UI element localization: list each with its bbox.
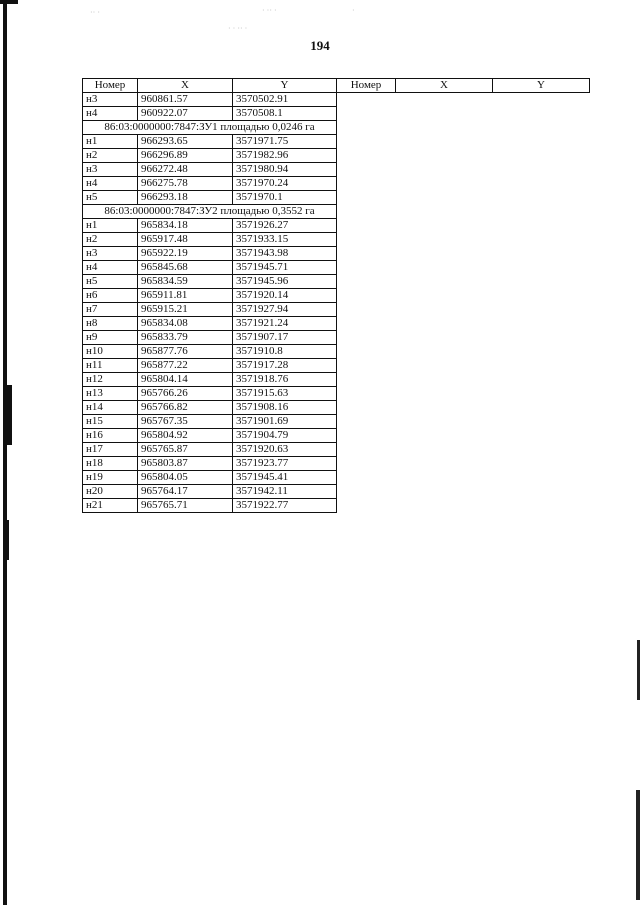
header-number: Номер [83,79,138,93]
table-row [83,289,590,303]
empty-cell [337,163,590,177]
empty-cell [337,149,590,163]
point-number: н19 [83,471,138,485]
point-x: 965845.68 [138,261,233,275]
point-y: 3571918.76 [233,373,337,387]
header-y-2: Y [493,79,590,93]
point-x: 965766.82 [138,401,233,415]
point-y: 3571920.14 [233,289,337,303]
point-number: н2 [83,149,138,163]
point-x: 965765.87 [138,443,233,457]
point-y: 3571923.77 [233,457,337,471]
point-y: 3571970.24 [233,177,337,191]
point-x: 965765.71 [138,499,233,513]
table-row [83,93,590,107]
table-row [83,401,590,415]
table-row [83,163,590,177]
table-header-row [83,79,590,93]
point-number: н10 [83,345,138,359]
point-x: 965915.21 [138,303,233,317]
table-row [83,331,590,345]
empty-cell [337,177,590,191]
table-row [83,387,590,401]
scan-edge-left [0,0,18,905]
point-x: 965922.19 [138,247,233,261]
section-title-row [83,121,590,135]
table-row [83,233,590,247]
point-x: 965834.18 [138,219,233,233]
empty-cell [337,485,590,499]
point-x: 965804.14 [138,373,233,387]
point-number: н5 [83,191,138,205]
point-number: н15 [83,415,138,429]
point-y: 3571982.96 [233,149,337,163]
point-number: н2 [83,233,138,247]
empty-cell [337,457,590,471]
empty-cell [337,373,590,387]
point-x: 965911.81 [138,289,233,303]
point-number: н4 [83,261,138,275]
table-row [83,177,590,191]
point-x: 965764.17 [138,485,233,499]
point-y: 3571922.77 [233,499,337,513]
point-number: н8 [83,317,138,331]
empty-cell [337,289,590,303]
point-x: 966293.18 [138,191,233,205]
point-y: 3571945.71 [233,261,337,275]
page-number: 194 [310,38,330,53]
point-number: н3 [83,247,138,261]
point-x: 966293.65 [138,135,233,149]
point-y: 3571933.15 [233,233,337,247]
table-row [83,443,590,457]
point-y: 3571910.8 [233,345,337,359]
point-x: 965834.59 [138,275,233,289]
point-x: 965804.92 [138,429,233,443]
point-y: 3571943.98 [233,247,337,261]
point-number: н3 [83,93,138,107]
point-number: н7 [83,303,138,317]
point-number: н4 [83,177,138,191]
table-row [83,275,590,289]
header-x: X [138,79,233,93]
table-row [83,415,590,429]
empty-cell [337,191,590,205]
point-x: 965877.22 [138,359,233,373]
point-x: 965834.08 [138,317,233,331]
point-number: н5 [83,275,138,289]
point-x: 960922.07 [138,107,233,121]
empty-cell [337,233,590,247]
point-y: 3570502.91 [233,93,337,107]
table-row [83,247,590,261]
point-y: 3571970.1 [233,191,337,205]
point-y: 3571907.17 [233,331,337,345]
empty-cell [337,247,590,261]
point-y: 3571901.69 [233,415,337,429]
empty-cell [337,331,590,345]
table-row [83,261,590,275]
point-x: 960861.57 [138,93,233,107]
empty-cell [337,401,590,415]
point-y: 3571904.79 [233,429,337,443]
point-y: 3571942.11 [233,485,337,499]
point-number: н1 [83,219,138,233]
empty-cell [337,345,590,359]
table-row [83,499,590,513]
point-x: 965767.35 [138,415,233,429]
point-y: 3571945.41 [233,471,337,485]
point-y: 3571945.96 [233,275,337,289]
table-row [83,219,590,233]
scan-edge-right [634,0,640,905]
point-x: 966275.78 [138,177,233,191]
point-y: 3570508.1 [233,107,337,121]
point-x: 965803.87 [138,457,233,471]
header-y: Y [233,79,337,93]
point-number: н13 [83,387,138,401]
empty-cell [337,443,590,457]
empty-cell [337,93,590,107]
header-x-2: X [396,79,493,93]
point-x: 965877.76 [138,345,233,359]
point-number: н20 [83,485,138,499]
empty-cell [337,303,590,317]
point-number: н1 [83,135,138,149]
empty-cell [337,219,590,233]
empty-cell [337,471,590,485]
point-x: 966296.89 [138,149,233,163]
table-row [83,135,590,149]
section-title: 86:03:0000000:7847:ЗУ2 площадью 0,3552 га [83,205,337,219]
point-number: н17 [83,443,138,457]
point-number: н3 [83,163,138,177]
table-row [83,191,590,205]
table-row [83,107,590,121]
point-x: 965833.79 [138,331,233,345]
point-y: 3571926.27 [233,219,337,233]
point-number: н16 [83,429,138,443]
point-number: н14 [83,401,138,415]
point-number: н6 [83,289,138,303]
empty-cell [337,107,590,121]
point-x: 966272.48 [138,163,233,177]
empty-cell [337,135,590,149]
point-y: 3571917.28 [233,359,337,373]
table-row [83,429,590,443]
table-row [83,373,590,387]
point-number: н12 [83,373,138,387]
point-y: 3571915.63 [233,387,337,401]
empty-cell [337,359,590,373]
table-row [83,345,590,359]
point-y: 3571980.94 [233,163,337,177]
point-x: 965917.48 [138,233,233,247]
empty-cell [337,415,590,429]
empty-cell [337,205,590,219]
empty-cell [337,275,590,289]
table-row [83,149,590,163]
table-row [83,359,590,373]
empty-cell [337,121,590,135]
coordinates-table [82,78,590,513]
coordinates-table-body [83,79,590,513]
table-row [83,303,590,317]
point-y: 3571908.16 [233,401,337,415]
empty-cell [337,387,590,401]
point-number: н4 [83,107,138,121]
table-row [83,485,590,499]
point-y: 3571921.24 [233,317,337,331]
table-row [83,457,590,471]
point-number: н18 [83,457,138,471]
table-row [83,317,590,331]
section-title-row [83,205,590,219]
point-number: н9 [83,331,138,345]
empty-cell [337,317,590,331]
point-x: 965766.26 [138,387,233,401]
empty-cell [337,261,590,275]
empty-cell [337,429,590,443]
point-y: 3571927.94 [233,303,337,317]
point-number: н11 [83,359,138,373]
point-y: 3571971.75 [233,135,337,149]
section-title: 86:03:0000000:7847:ЗУ1 площадью 0,0246 га [83,121,337,135]
empty-cell [337,499,590,513]
table-row [83,471,590,485]
point-y: 3571920.63 [233,443,337,457]
point-number: н21 [83,499,138,513]
point-x: 965804.05 [138,471,233,485]
header-number-2: Номер [337,79,396,93]
